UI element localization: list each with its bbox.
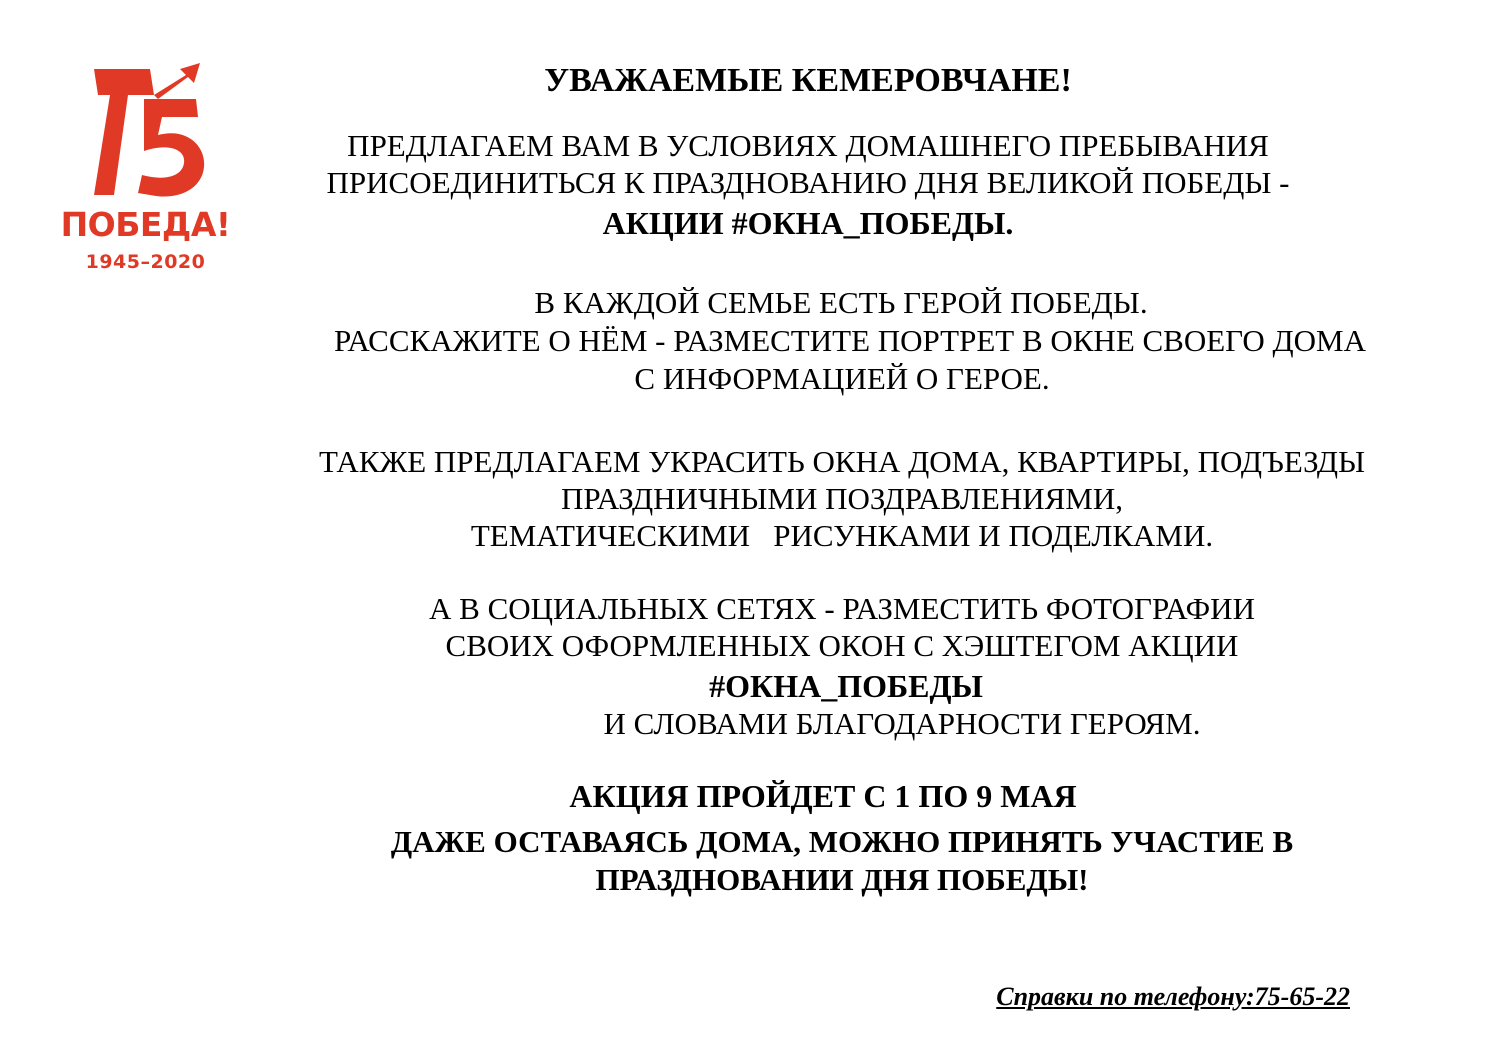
closing-line1: ДАЖЕ ОСТАВАЯСЬ ДОМА, МОЖНО ПРИНЯТЬ УЧАСТИЕ В bbox=[390, 824, 1294, 859]
para1-line1: ПРЕДЛАГАЕМ ВАМ В УСЛОВИЯХ ДОМАШНЕГО ПРЕБЫВАНИЯ bbox=[347, 128, 1269, 163]
para2-line3: С ИНФОРМАЦИЕЙ О ГЕРОЕ. bbox=[634, 361, 1050, 396]
para1-hashtag: АКЦИИ #ОКНА_ПОБЕДЫ. bbox=[602, 205, 1014, 241]
para3-line3: ТЕМАТИЧЕСКИМИ РИСУНКАМИ И ПОДЕЛКАМИ. bbox=[470, 518, 1214, 553]
para2-line2: РАССКАЖИТЕ О НЁМ - РАЗМЕСТИТЕ ПОРТРЕТ В ОКНЕ СВОЕГО ДОМА bbox=[334, 323, 1366, 358]
seventy-five-icon bbox=[58, 55, 233, 205]
logo-word: ПОБЕДА! bbox=[60, 205, 231, 244]
para4-line2: СВОИХ ОФОРМЛЕННЫХ ОКОН С ХЭШТЕГОМ АКЦИИ bbox=[445, 628, 1239, 663]
logo-years: 1945–2020 bbox=[85, 251, 206, 273]
para4-line1: А В СОЦИАЛЬНЫХ СЕТЯХ - РАЗМЕСТИТЬ ФОТОГРАФИИ bbox=[429, 591, 1255, 626]
para3-line1: ТАКЖЕ ПРЕДЛАГАЕМ УКРАСИТЬ ОКНА ДОМА, КВАРТИРЫ, ПОДЪЕЗДЫ bbox=[319, 444, 1365, 479]
para1-line2: ПРИСОЕДИНИТЬСЯ К ПРАЗДНОВАНИЮ ДНЯ ВЕЛИКОЙ ПОБЕДЫ - bbox=[326, 165, 1290, 200]
closing-line2: ПРАЗДНОВАНИИ ДНЯ ПОБЕДЫ! bbox=[595, 862, 1089, 897]
action-dates: АКЦИЯ ПРОЙДЕТ С 1 ПО 9 МАЯ bbox=[569, 778, 1077, 814]
para3-line2: ПРАЗДНИЧНЫМИ ПОЗДРАВЛЕНИЯМИ, bbox=[561, 481, 1123, 516]
para4-line4: И СЛОВАМИ БЛАГОДАРНОСТИ ГЕРОЯМ. bbox=[603, 706, 1201, 741]
page-title: УВАЖАЕМЫЕ КЕМЕРОВЧАНЕ! bbox=[544, 62, 1072, 99]
para4-hashtag: #ОКНА_ПОБЕДЫ bbox=[709, 668, 983, 704]
phone-info: Справки по телефону:75-65-22 bbox=[996, 982, 1350, 1011]
victory-75-logo bbox=[58, 55, 233, 285]
para2-line1: В КАЖДОЙ СЕМЬЕ ЕСТЬ ГЕРОЙ ПОБЕДЫ. bbox=[534, 285, 1148, 320]
